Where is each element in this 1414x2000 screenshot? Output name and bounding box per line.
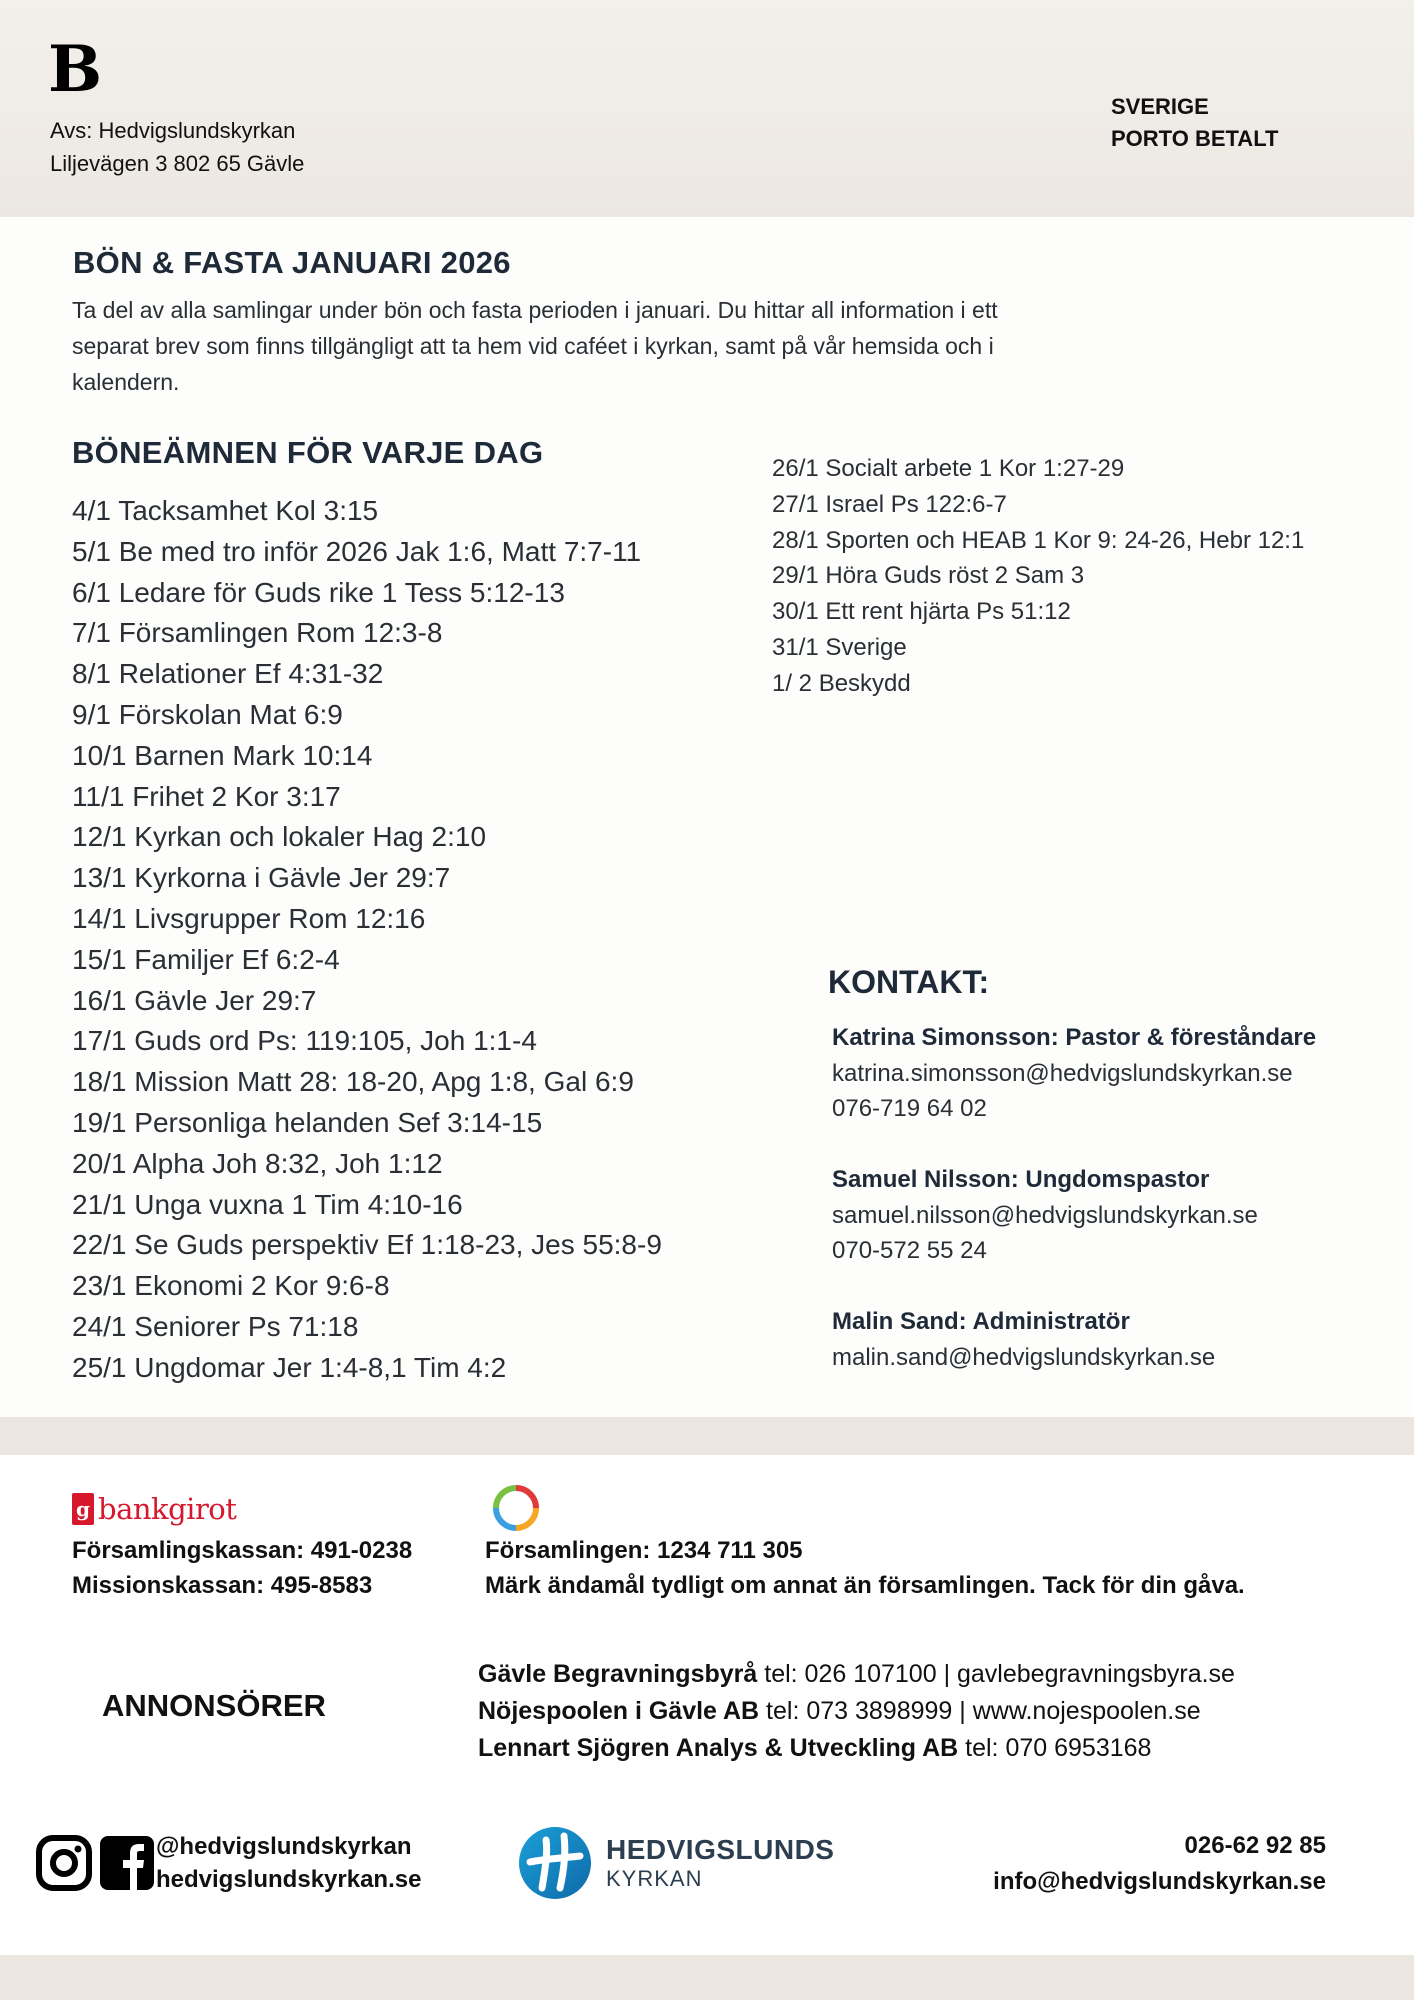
postage-paid	[1111, 91, 1278, 155]
prayer-topic: 7/1 Församlingen Rom 12:3-8	[72, 617, 443, 649]
church-cross-logo-icon	[518, 1826, 592, 1900]
advertisers-list	[478, 1656, 1235, 1767]
contact-phone[interactable]: 070-572 55 24	[832, 1237, 987, 1264]
bankgiro-line-2: Missionskassan: 495-8583	[72, 1572, 373, 1599]
prayer-topic: 19/1 Personliga helanden Sef 3:14-15	[72, 1106, 543, 1138]
contact-card	[832, 1304, 1392, 1375]
church-logo	[518, 1826, 834, 1900]
contact-name: Samuel Nilsson: Ungdomspastor	[832, 1166, 1210, 1193]
advertisers-title: ANNONSÖRER	[102, 1688, 326, 1723]
prayer-topic: 20/1 Alpha Joh 8:32, Joh 1:12	[72, 1147, 443, 1179]
prayer-topic: 30/1 Ett rent hjärta Ps 51:12	[772, 598, 1071, 626]
church-name-line-2: KYRKAN	[606, 1866, 703, 1891]
prayer-topic: 12/1 Kyrkan och lokaler Hag 2:10	[72, 821, 487, 853]
contact-name: Malin Sand: Administratör	[832, 1308, 1130, 1335]
prayer-topic: 16/1 Gävle Jer 29:7	[72, 984, 317, 1016]
fasting-intro: Ta del av alla samlingar under bön och fasta perioden i januari. Du hittar all information i ett separat brev som finns tillgängligt att ta hem vid caféet i kyrkan, samt på vår hemsida och i kalendern.	[72, 297, 998, 395]
sender-address	[50, 114, 304, 180]
prayer-topics-right	[772, 451, 1392, 702]
advertiser-info: tel: 026 107100 | gavlebegravningsbyra.se	[757, 1660, 1235, 1688]
prayer-topic: 22/1 Se Guds perspektiv Ef 1:18-23, Jes 55:8-9	[72, 1229, 662, 1261]
prayer-topic: 8/1 Relationer Ef 4:31-32	[72, 658, 384, 690]
bankgiro-accounts	[72, 1533, 412, 1603]
social-icons	[35, 1834, 155, 1892]
prayer-topic: 31/1 Sverige	[772, 633, 907, 661]
sender-line-1: Avs: Hedvigslundskyrkan	[50, 118, 296, 143]
advertiser-name: Gävle Begravningsbyrå	[478, 1660, 758, 1688]
fasting-title: BÖN & FASTA JANUARI 2026	[73, 245, 511, 280]
contact-name: Katrina Simonsson: Pastor & föreståndare	[832, 1024, 1317, 1051]
advertiser	[478, 1693, 1235, 1730]
swish-icon	[492, 1484, 540, 1532]
bankgirot-icon: g	[72, 1493, 94, 1525]
swish-line-2: Märk ändamål tydligt om annat än församlingen. Tack för din gåva.	[485, 1572, 1245, 1599]
prayer-topic: 27/1 Israel Ps 122:6-7	[772, 490, 1007, 518]
advertiser	[478, 1656, 1235, 1693]
contact-title: KONTAKT:	[828, 964, 990, 1000]
advertiser-info: tel: 073 3898999 | www.nojespoolen.se	[759, 1697, 1201, 1725]
advertiser-name: Nöjespoolen i Gävle AB	[478, 1697, 760, 1725]
prayer-topic: 17/1 Guds ord Ps: 119:105, Joh 1:1-4	[72, 1025, 537, 1057]
prayer-topic: 24/1 Seniorer Ps 71:18	[72, 1310, 359, 1342]
prayer-topic: 13/1 Kyrkorna i Gävle Jer 29:7	[72, 862, 451, 894]
prayer-topic: 26/1 Socialt arbete 1 Kor 1:27-29	[772, 455, 1125, 482]
contact-email[interactable]: malin.sand@hedvigslundskyrkan.se	[832, 1343, 1216, 1371]
prayer-topic: 6/1 Ledare för Guds rike 1 Tess 5:12-13	[72, 576, 565, 608]
church-name	[606, 1836, 834, 1890]
prayer-topic: 23/1 Ekonomi 2 Kor 9:6-8	[72, 1270, 390, 1302]
prayer-topic: 10/1 Barnen Mark 10:14	[72, 739, 373, 771]
prayer-topic: 9/1 Förskolan Mat 6:9	[72, 698, 343, 730]
contact-email[interactable]: katrina.simonsson@hedvigslundskyrkan.se	[832, 1059, 1293, 1087]
prayer-topic: 18/1 Mission Matt 28: 18-20, Apg 1:8, Gal 6:9	[72, 1066, 634, 1098]
postage-logo-b: B	[48, 32, 103, 107]
contact-email[interactable]: samuel.nilsson@hedvigslundskyrkan.se	[832, 1201, 1258, 1229]
footer-contact	[993, 1828, 1326, 1900]
bottom-band	[0, 1955, 1414, 2000]
swish-line-1: Församlingen: 1234 711 305	[485, 1537, 803, 1564]
prayer-topic: 5/1 Be med tro inför 2026 Jak 1:6, Matt 7:7-11	[72, 535, 642, 567]
prayer-topic: 15/1 Familjer Ef 6:2-4	[72, 943, 340, 975]
swish-info	[485, 1533, 1245, 1603]
contact-card	[832, 1020, 1392, 1127]
advertiser-info: tel: 070 6953168	[958, 1734, 1152, 1762]
advertiser	[478, 1730, 1235, 1767]
sender-line-2: Liljevägen 3 802 65 Gävle	[50, 151, 305, 176]
contact-card	[832, 1162, 1392, 1269]
footer-phone[interactable]: 026-62 92 85	[1184, 1832, 1326, 1859]
divider-band	[0, 1417, 1414, 1455]
prayer-topics-left	[72, 491, 732, 1389]
prayer-topic: 11/1 Frihet 2 Kor 3:17	[72, 780, 341, 812]
postage-line-1: SVERIGE	[1111, 94, 1209, 119]
footer-email[interactable]: info@hedvigslundskyrkan.se	[993, 1868, 1326, 1895]
bankgirot-logo	[72, 1492, 236, 1526]
prayer-topic: 14/1 Livsgrupper Rom 12:16	[72, 902, 426, 934]
instagram-handle[interactable]: @hedvigslundskyrkan	[156, 1833, 412, 1860]
prayer-topics-title: BÖNEÄMNEN FÖR VARJE DAG	[72, 435, 544, 470]
prayer-topic: 29/1 Höra Guds röst 2 Sam 3	[772, 562, 1085, 590]
advertiser-name: Lennart Sjögren Analys & Utveckling AB	[478, 1734, 959, 1762]
social-links	[156, 1830, 421, 1896]
church-name-line-1: HEDVIGSLUNDS	[606, 1834, 835, 1865]
prayer-topic: 4/1 Tacksamhet Kol 3:15	[72, 495, 379, 526]
instagram-icon[interactable]	[35, 1834, 93, 1892]
bankgirot-wordmark: bankgirot	[98, 1492, 237, 1526]
postage-line-2: PORTO BETALT	[1111, 126, 1279, 151]
prayer-topic: 1/ 2 Beskydd	[772, 669, 911, 697]
prayer-topic: 25/1 Ungdomar Jer 1:4-8,1 Tim 4:2	[72, 1351, 507, 1383]
bankgiro-line-1: Församlingskassan: 491-0238	[72, 1537, 413, 1564]
website-link[interactable]: hedvigslundskyrkan.se	[156, 1866, 422, 1893]
prayer-topic: 28/1 Sporten och HEAB 1 Kor 9: 24-26, Hebr 12:1	[772, 526, 1305, 554]
contact-phone[interactable]: 076-719 64 02	[832, 1095, 987, 1122]
facebook-icon[interactable]	[99, 1834, 155, 1892]
prayer-topic: 21/1 Unga vuxna 1 Tim 4:10-16	[72, 1188, 463, 1220]
